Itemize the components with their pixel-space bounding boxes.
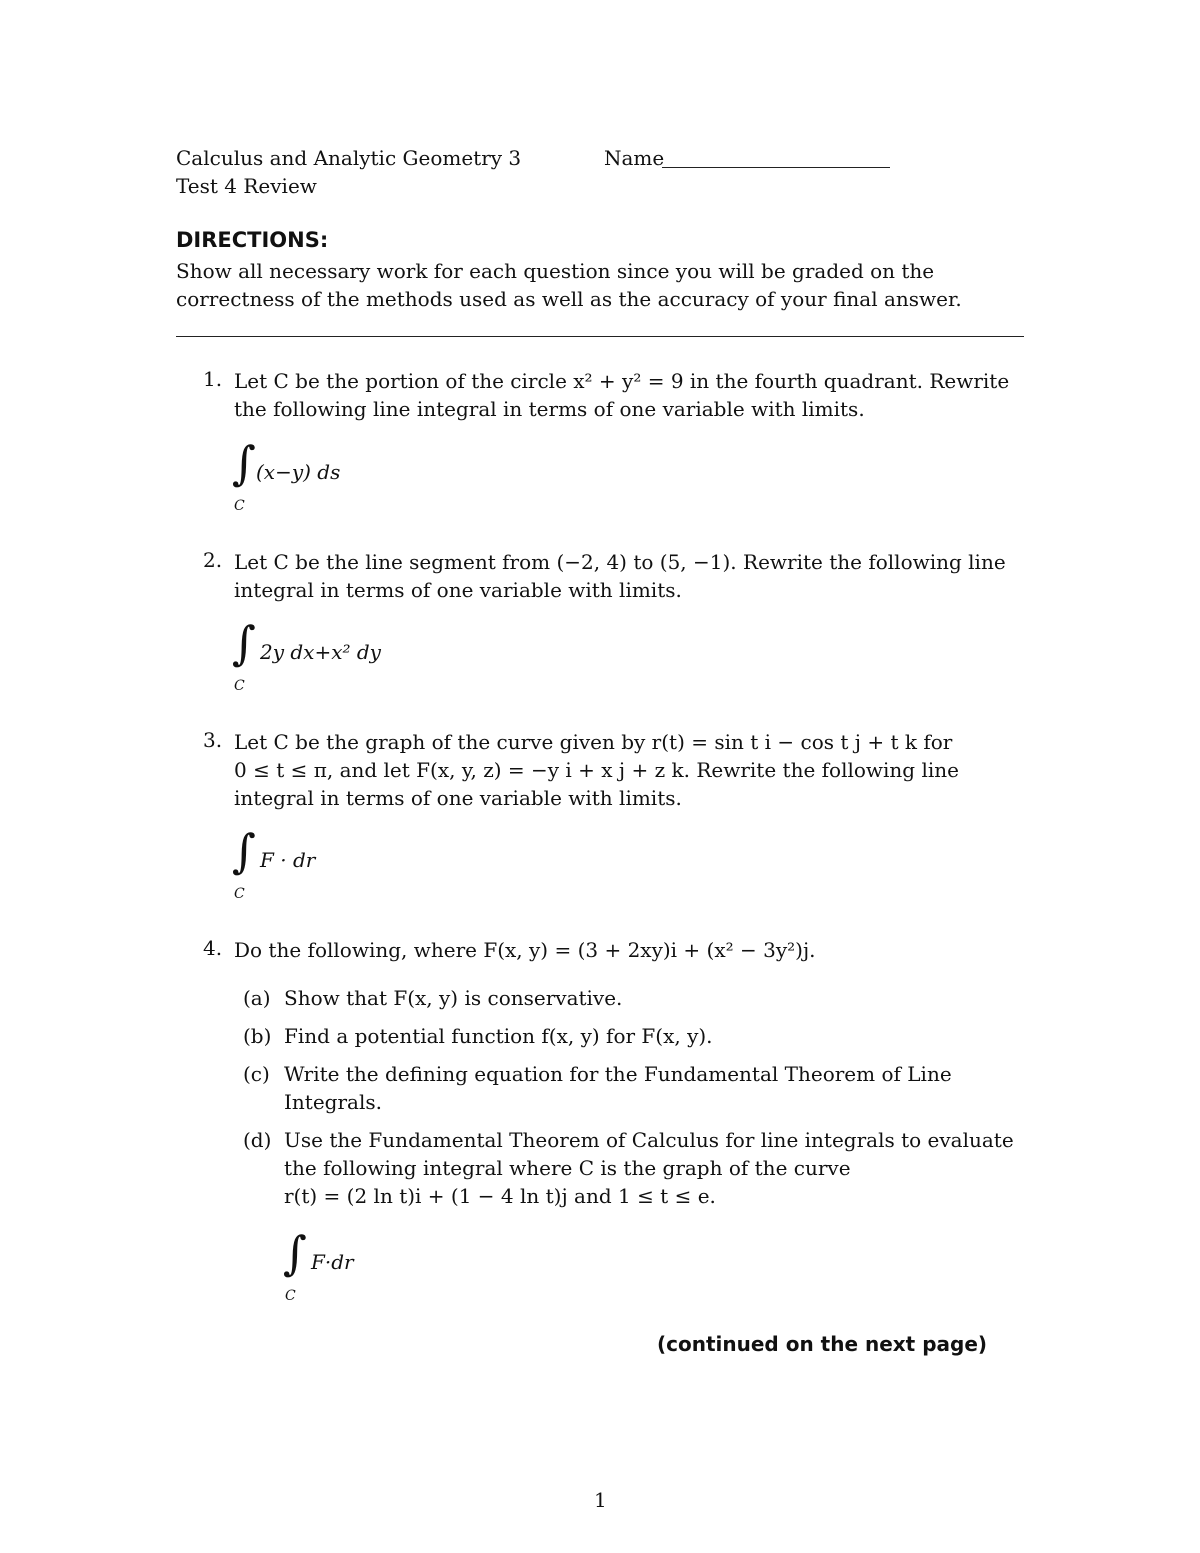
part-a-text: Show that F(x, y) is conservative. (284, 986, 623, 1010)
integral-subscript: C (285, 1288, 296, 1304)
section-divider (176, 336, 1024, 337)
part-c-line-1: Write the defining equation for the Fundamental Theorem of Line (284, 1062, 952, 1086)
subtitle: Test 4 Review (176, 174, 317, 198)
part-d-line-1: Use the Fundamental Theorem of Calculus for line integrals to evaluate (284, 1128, 1014, 1152)
integral-expression: 2y dx+x² dy (260, 640, 381, 664)
question-3-line-1: Let C be the graph of the curve given by r(t) = sin t i − cos t j + t k for (234, 730, 953, 754)
page-number: 1 (594, 1488, 607, 1512)
integral-expression: (x−y) ds (256, 460, 341, 484)
question-4-line-1: Do the following, where F(x, y) = (3 + 2xy)i + (x² − 3y²)j. (234, 938, 816, 962)
integral-expression: F·dr (311, 1250, 354, 1274)
question-3-line-3: integral in terms of one variable with limits. (234, 786, 682, 810)
question-4-number: 4. (203, 936, 223, 960)
question-3-number: 3. (203, 728, 223, 752)
integral-subscript: C (234, 498, 245, 514)
question-3-line-2: 0 ≤ t ≤ π, and let F(x, y, z) = −y i + x j + z k. Rewrite the following line (234, 758, 959, 782)
part-c-line-2: Integrals. (284, 1090, 382, 1114)
part-b-label: (b) (243, 1024, 272, 1048)
question-1-line-2: the following line integral in terms of one variable with limits. (234, 397, 865, 421)
part-d-line-3: r(t) = (2 ln t)i + (1 − 4 ln t)j and 1 ≤ t ≤ e. (284, 1184, 716, 1208)
question-2-line-2: integral in terms of one variable with limits. (234, 578, 682, 602)
integral-sign-icon: ∫ (232, 436, 256, 490)
directions-heading: DIRECTIONS: (176, 228, 329, 252)
part-d-label: (d) (243, 1128, 272, 1152)
name-label: Name (604, 146, 665, 170)
integral-sign-icon: ∫ (283, 1226, 307, 1280)
part-b-text: Find a potential function f(x, y) for F(x, y). (284, 1024, 713, 1048)
directions-line-2: correctness of the methods used as well as the accuracy of your final answer. (176, 287, 962, 311)
integral-sign-icon: ∫ (232, 824, 256, 878)
question-1-number: 1. (203, 367, 223, 391)
course-title: Calculus and Analytic Geometry 3 (176, 146, 522, 170)
question-2-number: 2. (203, 548, 223, 572)
question-1-line-1: Let C be the portion of the circle x² + y² = 9 in the fourth quadrant. Rewrite (234, 369, 1010, 393)
integral-sign-icon: ∫ (232, 616, 256, 670)
part-d-line-2: the following integral where C is the graph of the curve (284, 1156, 851, 1180)
continued-note: (continued on the next page) (657, 1332, 988, 1356)
directions-line-1: Show all necessary work for each question since you will be graded on the (176, 259, 935, 283)
name-blank-line (662, 167, 890, 168)
integral-subscript: C (234, 886, 245, 902)
integral-expression: F · dr (260, 848, 316, 872)
part-a-label: (a) (243, 986, 271, 1010)
part-c-label: (c) (243, 1062, 270, 1086)
question-2-line-1: Let C be the line segment from (−2, 4) to (5, −1). Rewrite the following line (234, 550, 1006, 574)
integral-subscript: C (234, 678, 245, 694)
